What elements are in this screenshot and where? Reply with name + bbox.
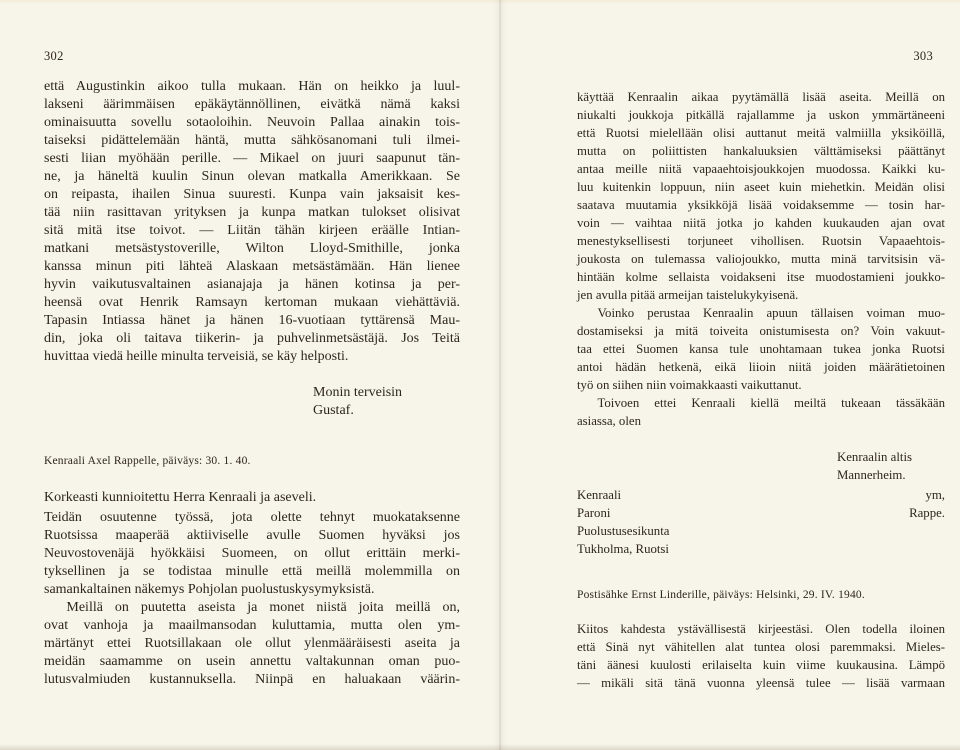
text-line: antoi hädän hetkenä, eikä liioin niitä joiden määrätietoinen: [577, 360, 945, 374]
signature-closing: Monin terveisin: [313, 385, 403, 400]
recipient-address-block: [577, 486, 945, 558]
text-line: täni äänesi kuulosti erilaiselta kuin viime kuukausina. Lämpö: [577, 658, 945, 672]
text-line: Kiitos kahdesta ystävällisestä kirjeestäsi. Olen todella iloinen: [577, 622, 945, 636]
text-line: Tukholma, Ruotsi: [577, 542, 669, 556]
text-line: Tapasin Intiassa hänet ja hänen 16-vuotiaan tyttärensä Mau-: [44, 313, 460, 328]
text-line: tyksellinen ja se todistaa minulle että meillä molemmilla on: [44, 564, 460, 579]
text-line: — mikäli sitä tänä vuonna yleensä tulee — lisää varmaan: [577, 676, 945, 690]
text-line: matkani metsästystoverille, Wilton Lloyd-Smithille, jonka: [44, 241, 460, 256]
text-line: tää niin rasittavan yrityksen ja kunpa matkan tulokset olisivat: [44, 205, 460, 220]
text-line: menestyksellisesti torjuneet vihollisen. Ruotsin Vapaaehtois-: [577, 234, 945, 248]
left-signature-block: [313, 384, 460, 420]
left-letter-paragraph: [44, 599, 460, 689]
text-line: Paroni Rappe.: [577, 506, 945, 520]
left-letter-paragraph: [44, 509, 460, 599]
text-line: jen avulla pitää armeijan taistelukykyisenä.: [577, 288, 799, 302]
right-letter-paragraph: [577, 304, 945, 394]
text-line: joukosta on tulemassa valiojoukko, mutta minä tarvitsisin vä-: [577, 252, 945, 266]
right-letter-body-paragraph: [577, 88, 945, 304]
text-line: lutusvalmiuden kustannuksella. Niinpä en haluakaan väärin-: [44, 672, 460, 687]
text-line: sesti liian myöhään perille. — Mikael on juuri saapunut tän-: [44, 151, 460, 166]
page-right: [500, 0, 960, 750]
text-line: kanssa minun piti lähteä Alaskaan metsästämään. Hän lienee: [44, 259, 460, 274]
text-line: mutta on poliittisten hankaluuksien välttämiseksi päättänyt: [577, 144, 945, 158]
text-line: Teidän osuutenne työssä, jota olette tehnyt muokataksenne: [44, 510, 460, 525]
signature-name: Mannerheim.: [837, 468, 906, 482]
text-line: sitä mitä itse toivot. — Liitän tähän kirjeen eräälle Intian-: [44, 223, 460, 238]
text-line: että Augustinkin aikoo tulla mukaan. Hän on heikko ja luul-: [44, 79, 460, 94]
text-line: käyttää Kenraalin aikaa pyytämällä lisää aseita. Meillä on: [577, 90, 945, 104]
right-letter-paragraph: [577, 620, 945, 692]
right-letter-paragraph: [577, 394, 945, 430]
right-signature-block: [837, 448, 945, 484]
text-line: että Sinä nyt vähitellen alat tuntea olosi paremmaksi. Mieles-: [577, 640, 945, 654]
text-line: Meillä on puutetta aseista ja monet niistä joita meillä on,: [66, 600, 460, 615]
text-line: niukalti joukkoja pitkällä rajallamme ja uskon ymmärtäneeni: [577, 108, 945, 122]
text-line: taa ettei Suomen kansa tule unohtamaan tukea jonka Ruotsi: [577, 342, 945, 356]
text-line: lakseni äärimmäisen epäkäytännöllinen, eivätkä nämä kaksi: [44, 97, 460, 112]
text-line: Kenraali ym,: [577, 488, 945, 502]
text-line: samankaltainen näkemys Pohjolan puolustuskysymyksistä.: [44, 582, 375, 597]
text-line: ne, ja häneltä kuulin Sinun olevan matkalla Amerikkaan. Se: [44, 169, 460, 184]
text-line: meidän saamamme on usein annettu valtakunnan oman puo-: [44, 654, 460, 669]
text-line: ominaisuutta sovellu sotaoloihin. Neuvoin Pallaa ainakin tois-: [44, 115, 460, 130]
text-line: heensä ovat Henrik Ramsayn kertoman mukaan viehättäviä.: [44, 295, 460, 310]
text-line: työ on siihen niin voimakkaasti vaikuttanut.: [577, 378, 802, 392]
page-number-left: 302: [44, 49, 64, 63]
left-letter-caption: Kenraali Axel Rappelle, päiväys: 30. 1. 40.: [44, 455, 251, 467]
left-letter-body-paragraph: [44, 78, 460, 366]
text-line: Voinko perustaa Kenraalin apuun tällaisen voiman muo-: [597, 306, 945, 320]
text-line: Neuvostovenäjä hyökkäisi Suomeen, on ollut erittäin merki-: [44, 546, 460, 561]
right-letter-caption: Postisähke Ernst Linderille, päiväys: Helsinki, 29. IV. 1940.: [577, 589, 865, 601]
text-line: ovat vanhoja ja maailmansodan kuluttamia, mutta olen ym-: [44, 618, 460, 633]
text-line: huvittaa viedä heille minulta terveisiä, se käy helposti.: [44, 349, 349, 364]
text-line: asiassa, olen: [577, 414, 641, 428]
text-line: hintään kolme sellaista voidakseni itse muodostamieni joukko-: [577, 270, 945, 284]
signature-closing: Kenraalin altis: [837, 450, 912, 464]
text-line: taiseksi pidättelemään häntä, mutta sähkösanomani tuli ilmei-: [44, 133, 460, 148]
text-line: saatava muutamia yksikköjä lisää voidaksemme — tosin har-: [577, 198, 945, 212]
text-line: antaa meille niitä vapaaehtoisjoukkojen muodossa. Kaikki ku-: [577, 162, 945, 176]
signature-name: Gustaf.: [313, 403, 354, 418]
page-number-right: 303: [913, 49, 933, 63]
text-line: märtänyt ettei Ruotsillakaan ole ollut ylenmääräisesti aseita ja: [44, 636, 460, 651]
left-letter-salutation: Korkeasti kunnioitettu Herra Kenraali ja aseveli.: [44, 490, 317, 505]
text-line: voin — vaihtaa niitä jotka jo kahden kuukauden ajan ovat: [577, 216, 945, 230]
text-line: Toivoen ettei Kenraali kiellä meiltä tukeaan tässäkään: [597, 396, 945, 410]
text-line: on reipasta, ihailen Sinua suuresti. Kunpa vain jaksaisit kes-: [44, 187, 460, 202]
text-line: din, joka oli taitava tiikerin- ja puhvelinmetsästäjä. Jos Teitä: [44, 331, 460, 346]
text-line: Ruotsissa maaperää aktiiviselle avulle Suomen hyväksi jos: [44, 528, 460, 543]
text-line: hyvin vaikutusvaltainen asianajaja ja hänen kotinsa ja per-: [44, 277, 460, 292]
text-line: dostamiseksi ja mitä toiveita onistumisesta on? Voin vakuut-: [577, 324, 945, 338]
text-line: Puolustusesikunta: [577, 524, 670, 538]
text-line: että Ruotsi mielellään olisi auttanut meitä valmiilla yksiköillä,: [577, 126, 945, 140]
text-line: luu kuitenkin loppuun, niin aseet kuin miehetkin. Meidän olisi: [577, 180, 945, 194]
